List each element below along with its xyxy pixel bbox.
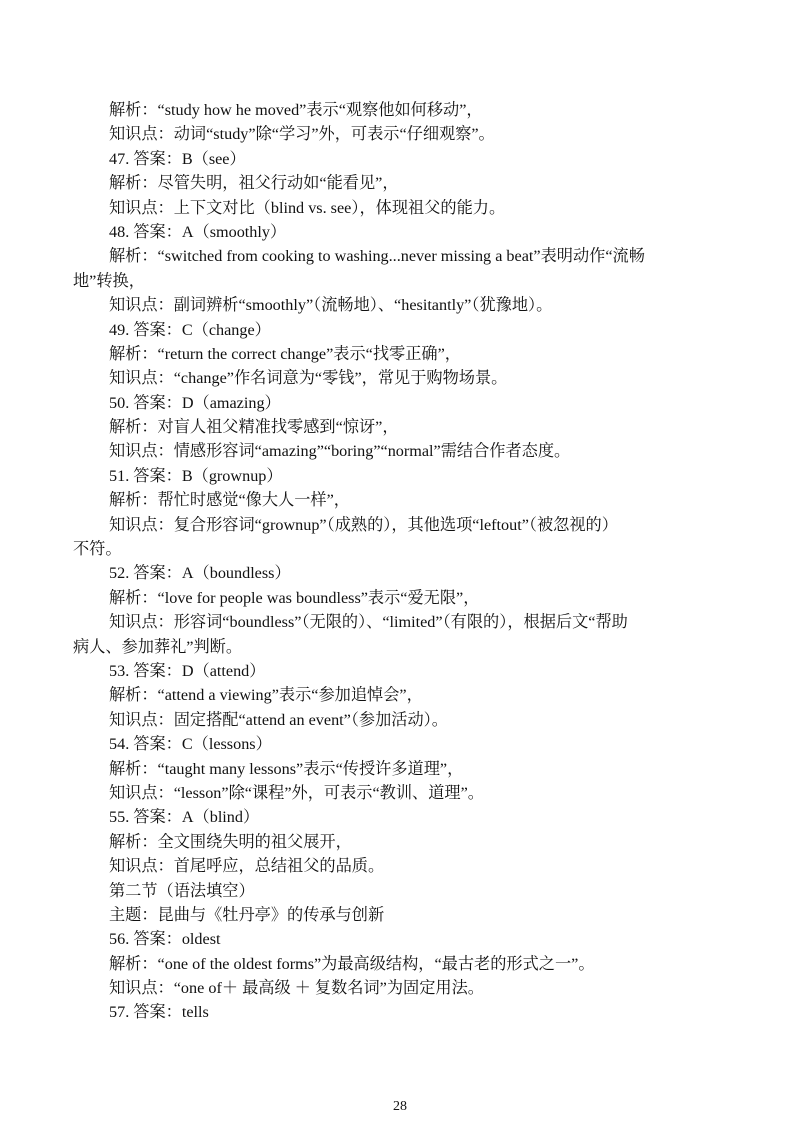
text-line: 解析：“switched from cooking to washing...never missing a beat”表明动作“流畅 bbox=[109, 247, 645, 266]
text-line: 知识点：“one of＋ 最高级 ＋ 复数名词”为固定用法。 bbox=[109, 979, 484, 998]
text-line: 解析：“attend a viewing”表示“参加追悼会”， bbox=[109, 686, 423, 705]
text-line: 知识点：副词辨析“smoothly”（流畅地）、“hesitantly”（犹豫地）。 bbox=[109, 296, 553, 315]
answer-line: 57. 答案：tells bbox=[109, 1003, 209, 1022]
answer-line: 52. 答案：A（boundless） bbox=[109, 564, 291, 583]
text-line: 知识点：动词“study”除“学习”外，可表示“仔细观察”。 bbox=[109, 125, 495, 144]
text-line: 知识点：“lesson”除“课程”外，可表示“教训、道理”。 bbox=[109, 783, 484, 802]
text-line: 解析：“taught many lessons”表示“传授许多道理”， bbox=[109, 759, 464, 778]
document-body bbox=[73, 98, 733, 1025]
answer-line: 49. 答案：C（change） bbox=[109, 320, 271, 339]
answer-line: 50. 答案：D（amazing） bbox=[109, 393, 281, 412]
text-line: 知识点：上下文对比（blind vs. see），体现祖父的能力。 bbox=[109, 198, 506, 217]
text-line: 知识点：“change”作名词意为“零钱”，常见于购物场景。 bbox=[109, 369, 508, 388]
text-line: 知识点：复合形容词“grownup”（成熟的），其他选项“leftout”（被忽视的） bbox=[109, 515, 618, 534]
answer-line: 48. 答案：A（smoothly） bbox=[109, 222, 287, 241]
page-number: 28 bbox=[393, 1099, 407, 1114]
text-line-continuation: 不符。 bbox=[73, 540, 122, 559]
answer-line: 53. 答案：D（attend） bbox=[109, 661, 266, 680]
text-line-continuation: 病人、参加葬礼”判断。 bbox=[73, 637, 243, 656]
answer-line: 54. 答案：C（lessons） bbox=[109, 735, 272, 754]
answer-line: 47. 答案：B（see） bbox=[109, 149, 246, 168]
answer-line: 55. 答案：A（blind） bbox=[109, 808, 260, 827]
text-line: 知识点：首尾呼应，总结祖父的品质。 bbox=[109, 857, 385, 876]
text-line: 解析：“return the correct change”表示“找零正确”， bbox=[109, 344, 461, 363]
section-heading: 第二节（语法填空） bbox=[109, 881, 255, 900]
answer-line: 56. 答案：oldest bbox=[109, 930, 221, 949]
text-line: 知识点：固定搭配“attend an event”（参加活动）。 bbox=[109, 710, 448, 729]
text-line: 解析：“love for people was boundless”表示“爱无限”， bbox=[109, 588, 480, 607]
text-line: 解析：尽管失明，祖父行动如“能看见”， bbox=[109, 174, 399, 193]
text-line: 解析：“one of the oldest forms”为最高级结构，“最古老的形式之一”。 bbox=[109, 954, 595, 973]
text-line: 解析：帮忙时感觉“像大人一样”， bbox=[109, 491, 350, 510]
text-line: 知识点：形容词“boundless”（无限的）、“limited”（有限的），根据后文“帮助 bbox=[109, 613, 628, 632]
text-line: 知识点：情感形容词“amazing”“boring”“normal”需结合作者态度。 bbox=[109, 442, 571, 461]
topic-line: 主题：昆曲与《牡丹亭》的传承与创新 bbox=[109, 905, 385, 924]
answer-line: 51. 答案：B（grownup） bbox=[109, 466, 283, 485]
text-line: 解析：“study how he moved”表示“观察他如何移动”， bbox=[109, 101, 483, 119]
text-line-continuation: 地”转换， bbox=[73, 271, 145, 290]
text-line: 解析：全文围绕失明的祖父展开， bbox=[109, 832, 352, 851]
text-line: 解析：对盲人祖父精准找零感到“惊讶”， bbox=[109, 418, 399, 437]
